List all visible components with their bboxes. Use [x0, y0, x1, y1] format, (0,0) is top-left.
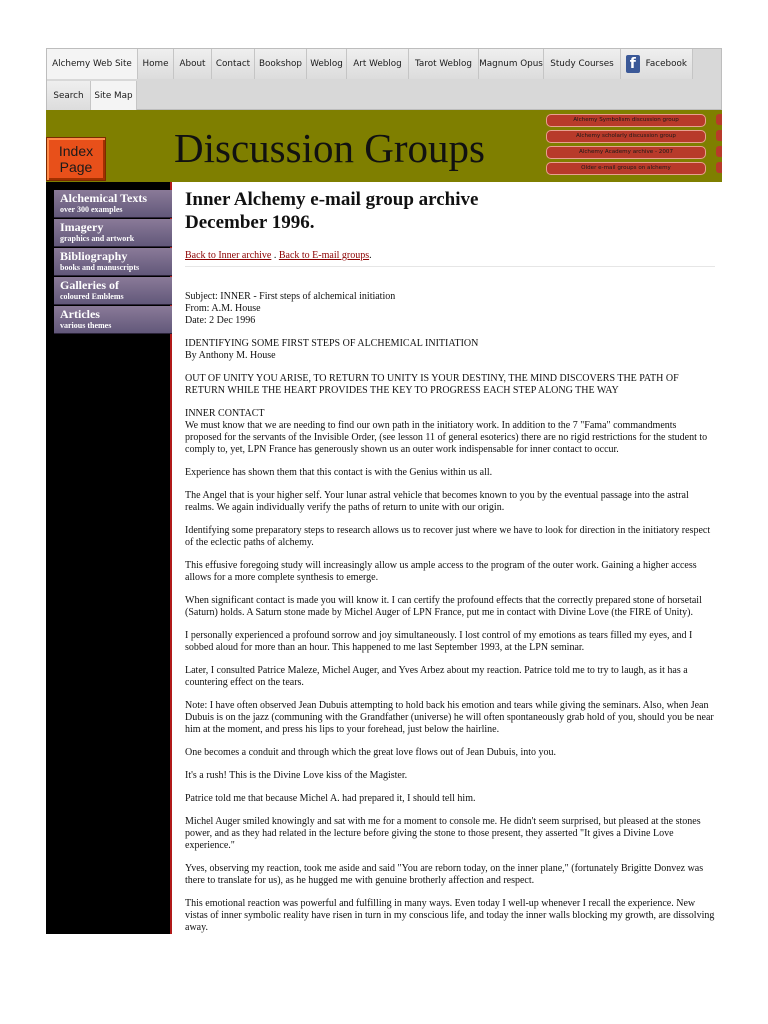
index-page-line1: Index — [58, 143, 94, 159]
article-paragraph: Identifying some preparatory steps to research allows us to recover just where we have to look for direction in the initiatory respect of the eclectic paths of alchemy. — [185, 525, 711, 548]
banner-button-stub — [716, 114, 722, 125]
back-to-email-groups-link[interactable]: Back to E-mail groups — [278, 250, 370, 261]
sidebar-item-imagery[interactable] — [54, 219, 172, 247]
symbolism-group-button[interactable]: Alchemy Symbolism discussion group — [546, 114, 706, 127]
index-page-line2: Page — [59, 159, 93, 175]
sidebar-item-articles[interactable] — [54, 306, 172, 334]
article-paragraph: OUT OF UNITY YOU ARISE, TO RETURN TO UNITY IS YOUR DESTINY, THE MIND DISCOVERS THE PATH OF RETURN WHILE THE HEART PROVIDES THE KEY TO PROGRESS EACH STEP ALONG THE WAY — [185, 373, 679, 396]
sidebar-item-title: Articles — [60, 307, 100, 321]
article-body — [185, 291, 715, 934]
top-navigation — [46, 48, 722, 110]
sidebar-item-subtitle: graphics and artwork — [60, 234, 135, 243]
nav-home[interactable]: Home — [138, 49, 174, 79]
sidebar-item-title: Galleries of — [60, 278, 119, 292]
nav-row-2 — [47, 81, 137, 111]
article-paragraph: Experience has shown them that this contact is with the Genius within us all. — [185, 467, 493, 478]
nav-alchemy-web-site[interactable]: Alchemy Web Site — [47, 49, 138, 79]
nav-facebook-label: Facebook — [645, 59, 687, 69]
article-paragraph: The Angel that is your higher self. Your lunar astral vehicle that becomes known to you by the eventual passage into the astral realms. We again individually verify the paths of return to unite with our origin. — [185, 490, 689, 513]
banner-button-stub — [716, 162, 722, 173]
link-end: . — [369, 250, 372, 261]
sidebar-item-alchemical-texts[interactable] — [54, 190, 172, 218]
article-paragraph: Subject: INNER - First steps of alchemical initiation From: A.M. House Date: 2 Dec 1996 — [185, 291, 396, 326]
academy-archive-button[interactable]: Alchemy Academy archive - 2007 — [546, 146, 706, 159]
nav-site-map[interactable]: Site Map — [91, 81, 137, 111]
sidebar-item-subtitle: books and manuscripts — [60, 263, 140, 272]
page-title-line2: December 1996. — [185, 212, 315, 233]
nav-weblog[interactable]: Weblog — [307, 49, 347, 79]
article-paragraph: Note: I have often observed Jean Dubuis attempting to hold back his emotion and tears while giving the seminars. Also, when Jean Dubuis is on the jazz (communing with the Grandfather (universe) he will often spontaneously grab hold of you, should you be near him at the moment, and press his lips to your forehead, just below the hairline. — [185, 700, 714, 735]
article-paragraph: IDENTIFYING SOME FIRST STEPS OF ALCHEMICAL INITIATION By Anthony M. House — [185, 338, 479, 361]
sidebar-item-subtitle: various themes — [60, 321, 112, 330]
nav-facebook[interactable] — [621, 49, 693, 79]
banner-button-stub — [716, 146, 722, 157]
link-separator: . — [271, 250, 279, 261]
nav-search[interactable]: Search — [47, 81, 91, 111]
article-paragraph: This effusive foregoing study will increasingly allow us ample access to the program of the outer work. Gaining a higher access allows for a more complete synthesis to emerge. — [185, 560, 697, 583]
sidebar-item-subtitle: coloured Emblems — [60, 292, 124, 301]
nav-row-1 — [47, 49, 693, 79]
article-paragraph: When significant contact is made you will know it. I can certify the profound effects that the correctly prepared stone of horsetail (Saturn) holds. A Saturn stone made by Michel Auger of LPN France, put me in contact with Divine Love (the FIRE of Unity). — [185, 595, 702, 618]
nav-bookshop[interactable]: Bookshop — [255, 49, 307, 79]
article-paragraph: Later, I consulted Patrice Maleze, Michel Auger, and Yves Arbez about my reaction. Patrice told me to try to laugh, as it has a countering effect on the tears. — [185, 665, 688, 688]
header-banner — [46, 110, 722, 182]
sidebar-item-subtitle: over 300 examples — [60, 205, 123, 214]
scholarly-group-button[interactable]: Alchemy scholarly discussion group — [546, 130, 706, 143]
page-title-line1: Inner Alchemy e-mail group archive — [185, 189, 479, 210]
nav-study-courses[interactable]: Study Courses — [544, 49, 621, 79]
nav-art-weblog[interactable]: Art Weblog — [347, 49, 409, 79]
banner-title: Discussion Groups — [174, 125, 485, 171]
sidebar-item-title: Bibliography — [60, 249, 128, 263]
article-paragraph: This emotional reaction was powerful and fulfilling in many ways. Even today I well-up whenever I recall the experience. New vistas of inner symbolic reality have risen in turn in my conscious life, and today the inner walls blocking my growth, are dissolving away. — [185, 898, 715, 933]
sidebar-item-galleries[interactable] — [54, 277, 172, 305]
sidebar-item-title: Imagery — [60, 220, 104, 234]
main-content — [185, 188, 715, 934]
breadcrumb-links — [185, 250, 715, 261]
sidebar-item-title: Alchemical Texts — [60, 191, 147, 205]
facebook-icon: f — [626, 55, 640, 73]
nav-magnum-opus[interactable]: Magnum Opus — [479, 49, 544, 79]
older-groups-button[interactable]: Older e-mail groups on alchemy — [546, 162, 706, 175]
article-paragraph: One becomes a conduit and through which the great love flows out of Jean Dubuis, into you. — [185, 747, 557, 758]
article-paragraph: I personally experienced a profound sorrow and joy simultaneously. I lost control of my emotions as tears filled my eyes, and I sobbed aloud for more than an hour. This happened to me last September 1993, at the LPN seminar. — [185, 630, 693, 653]
sidebar-item-bibliography[interactable] — [54, 248, 172, 276]
article-paragraph: INNER CONTACT We must know that we are needing to find our own path in the initiatory work. In addition to the 7 "Fama" commandments proposed for the servants of the Invisible Order, (see lesson 11 of general esoterics) there are no rigid restrictions for the student to comply to, yet, LPN France has generously shown us an outer work indispensable for inner contact to occur. — [185, 408, 708, 455]
nav-contact[interactable]: Contact — [212, 49, 255, 79]
index-page-button[interactable] — [46, 137, 106, 181]
article-paragraph: Yves, observing my reaction, took me aside and said "You are reborn today, on the inner plane," (fortunately Brigitte Donvez was there to translate for us), as he hugged me with genuine brotherly affection and respect. — [185, 863, 704, 886]
divider — [185, 266, 715, 267]
page-frame — [46, 48, 722, 934]
page-title — [185, 188, 715, 234]
sidebar — [46, 182, 172, 934]
article-paragraph: Patrice told me that because Michel A. had prepared it, I should tell him. — [185, 793, 476, 804]
back-to-inner-archive-link[interactable]: Back to Inner archive — [185, 250, 272, 261]
nav-tarot-weblog[interactable]: Tarot Weblog — [409, 49, 479, 79]
article-paragraph: It's a rush! This is the Divine Love kiss of the Magister. — [185, 770, 408, 781]
article-paragraph: Michel Auger smiled knowingly and sat with me for a moment to console me. He didn't seem surprised, but pleased at the stones power, and as they had related in the lecture before giving the stone to those present, they asserted "It gives a Divine Love experience." — [185, 816, 701, 851]
nav-about[interactable]: About — [174, 49, 212, 79]
banner-button-stub — [716, 130, 722, 141]
